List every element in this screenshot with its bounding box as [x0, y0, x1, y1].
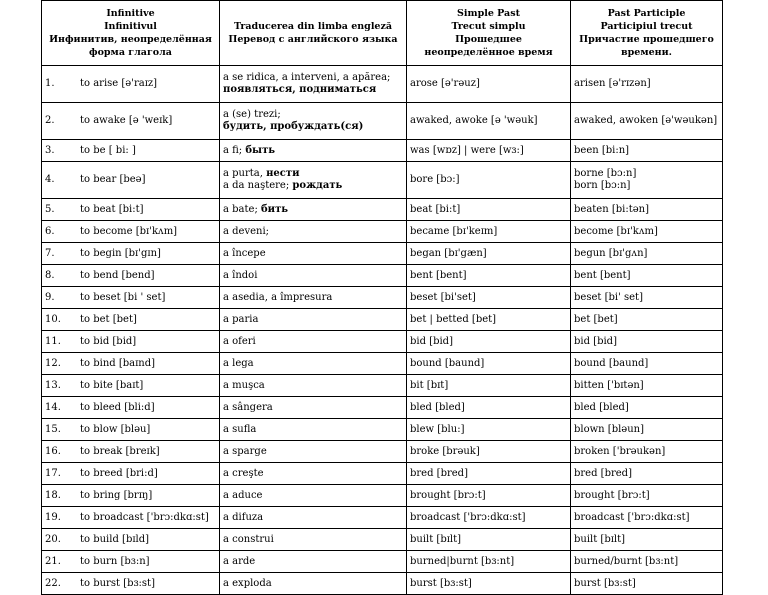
cell-simple-past	[407, 353, 571, 375]
header-text: Participiul trecut	[600, 21, 693, 32]
cell-translation	[220, 441, 407, 463]
header-text: Past Participle	[607, 8, 686, 19]
cell-simple-past	[407, 243, 571, 265]
infinitive-text: to break [breɪk]	[80, 445, 160, 457]
infinitive-text: to begin [bɪ'gɪn]	[80, 247, 161, 259]
row-number: 13.	[45, 379, 61, 391]
cell-infinitive	[42, 162, 220, 199]
past-participle-text: burned/burnt [bɜ:nt]	[574, 555, 679, 567]
cell-translation	[220, 199, 407, 221]
translation-ro: a sufla	[223, 423, 257, 435]
cell-past-participle	[571, 485, 723, 507]
cell-infinitive	[42, 287, 220, 309]
cell-translation	[220, 507, 407, 529]
cell-simple-past	[407, 331, 571, 353]
cell-past-participle	[571, 441, 723, 463]
cell-simple-past	[407, 375, 571, 397]
row-number: 12.	[45, 357, 61, 369]
cell-translation	[220, 66, 407, 103]
table-body	[42, 66, 723, 595]
translation-ro: a muşca	[223, 379, 265, 391]
infinitive-text: to beat [bi:t]	[80, 203, 144, 215]
row-number: 14.	[45, 401, 61, 413]
row-number: 16.	[45, 445, 61, 457]
header-text: Перевод с английского языка	[228, 34, 398, 45]
cell-past-participle	[571, 397, 723, 419]
row-number: 5.	[45, 203, 55, 215]
simple-past-text: arose [ə'rəuz]	[410, 78, 480, 89]
past-participle-text: brought [brɔ:t]	[574, 489, 650, 501]
row-number: 1.	[45, 78, 55, 89]
cell-infinitive	[42, 397, 220, 419]
past-participle-text: broken ['brəukən]	[574, 445, 666, 457]
table-row	[42, 507, 723, 529]
cell-past-participle	[571, 353, 723, 375]
table-row	[42, 103, 723, 140]
cell-infinitive	[42, 573, 220, 595]
translation-ro: a fi;	[223, 144, 243, 156]
cell-infinitive	[42, 140, 220, 162]
past-participle-text: been [bi:n]	[574, 144, 630, 156]
infinitive-text: to arise [ə'raɪz]	[80, 78, 158, 89]
header-text: Trecut simplu	[451, 21, 526, 32]
row-number: 22.	[45, 577, 61, 589]
cell-infinitive	[42, 507, 220, 529]
cell-translation	[220, 103, 407, 140]
translation-ru: нести	[266, 168, 300, 179]
cell-translation	[220, 485, 407, 507]
translation-ro: a sparge	[223, 445, 267, 457]
row-number: 8.	[45, 269, 55, 281]
translation-ro: a sângera	[223, 401, 273, 413]
past-participle-text: borne [bɔ:n]	[574, 168, 637, 179]
table-row	[42, 441, 723, 463]
cell-past-participle	[571, 265, 723, 287]
cell-simple-past	[407, 419, 571, 441]
past-participle-text: bitten ['bɪtən]	[574, 379, 644, 391]
translation-ro: a creşte	[223, 467, 264, 479]
infinitive-text: to become [bɪ'kʌm]	[80, 225, 178, 237]
simple-past-text: bent [bent]	[410, 269, 467, 281]
cell-translation	[220, 287, 407, 309]
cell-infinitive	[42, 419, 220, 441]
simple-past-text: became [bɪ'keɪm]	[410, 225, 498, 237]
table-row	[42, 309, 723, 331]
past-participle-text: bled [bled]	[574, 401, 629, 413]
past-participle-text: burst [bɜ:st]	[574, 577, 636, 589]
header-text: Прошедшее неопределённое время	[424, 34, 553, 58]
row-number: 17.	[45, 467, 61, 479]
cell-infinitive	[42, 265, 220, 287]
table-row	[42, 199, 723, 221]
past-participle-text: arisen [ə'rɪzən]	[574, 78, 651, 89]
simple-past-text: burned|burnt [bɜ:nt]	[410, 555, 515, 567]
cell-simple-past	[407, 485, 571, 507]
simple-past-text: awaked, awoke [ə 'wəuk]	[410, 115, 538, 126]
row-number: 11.	[45, 335, 61, 347]
past-participle-text: bred [bred]	[574, 467, 632, 479]
infinitive-text: to bid [bid]	[80, 335, 137, 347]
cell-simple-past	[407, 287, 571, 309]
cell-past-participle	[571, 573, 723, 595]
table-row	[42, 463, 723, 485]
cell-simple-past	[407, 103, 571, 140]
simple-past-text: built [bɪlt]	[410, 533, 462, 545]
table-row	[42, 397, 723, 419]
header-translation	[220, 1, 407, 66]
infinitive-text: to breed [bri:d]	[80, 467, 158, 479]
cell-infinitive	[42, 551, 220, 573]
cell-past-participle	[571, 66, 723, 103]
table-row	[42, 66, 723, 103]
cell-simple-past	[407, 507, 571, 529]
simple-past-text: broke [brəuk]	[410, 445, 480, 457]
cell-simple-past	[407, 66, 571, 103]
simple-past-text: broadcast ['brɔ:dkɑ:st]	[410, 511, 526, 523]
table-row	[42, 353, 723, 375]
cell-simple-past	[407, 397, 571, 419]
translation-ru: рождать	[292, 180, 343, 191]
cell-past-participle	[571, 140, 723, 162]
translation-line	[223, 168, 403, 180]
table-row	[42, 419, 723, 441]
cell-infinitive	[42, 199, 220, 221]
infinitive-text: to burn [bɜ:n]	[80, 555, 150, 567]
row-number: 21.	[45, 555, 61, 567]
simple-past-text: burst [bɜ:st]	[410, 577, 472, 589]
infinitive-text: to awake [ə 'weɪk]	[80, 115, 173, 126]
translation-ro: a bate;	[223, 203, 258, 215]
infinitive-text: to burst [bɜ:st]	[80, 577, 155, 589]
translation-ro: a lega	[223, 357, 254, 369]
simple-past-text: bled [bled]	[410, 401, 465, 413]
cell-translation	[220, 265, 407, 287]
table-row	[42, 551, 723, 573]
table-row	[42, 162, 723, 199]
translation-ro: a construi	[223, 533, 274, 545]
cell-infinitive	[42, 485, 220, 507]
table-row	[42, 529, 723, 551]
row-number: 6.	[45, 225, 55, 237]
table-row	[42, 331, 723, 353]
header-text: Infinitive	[106, 8, 155, 19]
cell-translation	[220, 162, 407, 199]
translation-ro: a aduce	[223, 489, 263, 501]
cell-simple-past	[407, 140, 571, 162]
cell-translation	[220, 140, 407, 162]
header-past-participle	[571, 1, 723, 66]
row-number: 3.	[45, 144, 55, 156]
cell-simple-past	[407, 265, 571, 287]
infinitive-text: to broadcast ['brɔ:dkɑ:st]	[80, 511, 209, 523]
header-infinitive	[42, 1, 220, 66]
cell-infinitive	[42, 243, 220, 265]
translation-ru: быть	[245, 144, 276, 156]
cell-translation	[220, 573, 407, 595]
table-row	[42, 485, 723, 507]
simple-past-text: was [wɒz] | were [wɜ:]	[410, 144, 524, 156]
cell-simple-past	[407, 309, 571, 331]
cell-past-participle	[571, 103, 723, 140]
cell-simple-past	[407, 551, 571, 573]
infinitive-text: to bleed [bli:d]	[80, 401, 155, 413]
table-row	[42, 140, 723, 162]
infinitive-text: to beset [bi ' set]	[80, 291, 166, 303]
row-number: 20.	[45, 533, 61, 545]
cell-translation	[220, 463, 407, 485]
table-row	[42, 243, 723, 265]
simple-past-text: bred [bred]	[410, 467, 468, 479]
irregular-verbs-table	[41, 0, 723, 595]
past-participle-text: born [bɔ:n]	[574, 180, 631, 191]
cell-translation	[220, 309, 407, 331]
simple-past-text: bit [bɪt]	[410, 379, 449, 391]
translation-ro: a deveni;	[223, 225, 270, 237]
cell-translation	[220, 221, 407, 243]
cell-past-participle	[571, 375, 723, 397]
past-participle-text: begun [bɪ'gʌn]	[574, 247, 648, 259]
table-row	[42, 265, 723, 287]
cell-translation	[220, 397, 407, 419]
cell-past-participle	[571, 287, 723, 309]
cell-simple-past	[407, 162, 571, 199]
simple-past-text: bid [bid]	[410, 335, 453, 347]
translation-ro: a purta,	[223, 168, 263, 179]
cell-infinitive	[42, 441, 220, 463]
cell-simple-past	[407, 573, 571, 595]
cell-simple-past	[407, 221, 571, 243]
past-participle-text: bound [baund]	[574, 357, 649, 369]
row-number: 7.	[45, 247, 55, 259]
past-participle-text: broadcast ['brɔ:dkɑ:st]	[574, 511, 690, 523]
translation-ru: будить, пробуждать(ся)	[223, 121, 364, 132]
cell-simple-past	[407, 441, 571, 463]
cell-past-participle	[571, 243, 723, 265]
past-participle-text: beset [bi' set]	[574, 291, 643, 303]
cell-infinitive	[42, 221, 220, 243]
translation-ro: a arde	[223, 555, 256, 567]
past-participle-text: awaked, awoken [ə'wəukən]	[574, 115, 718, 126]
cell-translation	[220, 375, 407, 397]
cell-infinitive	[42, 463, 220, 485]
cell-past-participle	[571, 162, 723, 199]
translation-ro: a se ridica, a interveni, a apărea;	[223, 72, 391, 83]
past-participle-text: bent [bent]	[574, 269, 631, 281]
translation-line	[223, 204, 403, 216]
header-text: Infinitivul	[104, 21, 157, 32]
past-participle-text: built [bɪlt]	[574, 533, 626, 545]
cell-translation	[220, 419, 407, 441]
cell-translation	[220, 529, 407, 551]
table-header-row	[42, 1, 723, 66]
row-number: 15.	[45, 423, 61, 435]
table-row	[42, 573, 723, 595]
translation-ru: бить	[261, 203, 289, 215]
row-number: 9.	[45, 291, 55, 303]
header-text: Инфинитив, неопределённая форма глагола	[49, 34, 212, 58]
cell-simple-past	[407, 463, 571, 485]
infinitive-text: to blow [bləu]	[80, 423, 151, 435]
cell-past-participle	[571, 309, 723, 331]
translation-ro: a difuza	[223, 511, 264, 523]
cell-simple-past	[407, 529, 571, 551]
row-number: 18.	[45, 489, 61, 501]
cell-past-participle	[571, 419, 723, 441]
cell-past-participle	[571, 507, 723, 529]
cell-infinitive	[42, 529, 220, 551]
infinitive-text: to build [bɪld]	[80, 533, 150, 545]
translation-ro: a paria	[223, 313, 259, 325]
row-number: 2.	[45, 115, 55, 126]
table-row	[42, 221, 723, 243]
simple-past-text: beset [bi'set]	[410, 291, 476, 303]
simple-past-text: blew [blu:]	[410, 423, 465, 435]
simple-past-text: brought [brɔ:t]	[410, 489, 486, 501]
header-text: Причастие прошедшего времени.	[579, 34, 714, 58]
translation-line	[223, 145, 403, 157]
infinitive-text: to bet [bet]	[80, 313, 137, 325]
infinitive-text: to bend [bend]	[80, 269, 155, 281]
header-simple-past	[407, 1, 571, 66]
past-participle-text: bet [bet]	[574, 313, 618, 325]
cell-past-participle	[571, 551, 723, 573]
infinitive-text: to be [ bi: ]	[80, 144, 136, 156]
table-row	[42, 287, 723, 309]
translation-ro: a da naştere;	[223, 180, 290, 191]
simple-past-text: bet | betted [bet]	[410, 313, 497, 325]
cell-past-participle	[571, 221, 723, 243]
cell-past-participle	[571, 199, 723, 221]
translation-ro: a (se) trezi;	[223, 109, 281, 120]
cell-infinitive	[42, 375, 220, 397]
cell-infinitive	[42, 103, 220, 140]
cell-past-participle	[571, 529, 723, 551]
cell-infinitive	[42, 331, 220, 353]
cell-infinitive	[42, 353, 220, 375]
translation-ro: a oferi	[223, 335, 256, 347]
infinitive-text: to bear [beə]	[80, 174, 146, 185]
infinitive-text: to bring [brɪŋ]	[80, 489, 153, 501]
past-participle-text: beaten [bi:tən]	[574, 203, 649, 215]
translation-ro: a exploda	[223, 577, 272, 589]
cell-past-participle	[571, 331, 723, 353]
translation-ro: a îndoi	[223, 269, 258, 281]
table-row	[42, 375, 723, 397]
cell-translation	[220, 551, 407, 573]
translation-ru: появляться, подниматься	[223, 84, 377, 95]
simple-past-text: bound [baund]	[410, 357, 485, 369]
translation-line	[223, 180, 403, 192]
past-participle-text: blown [bləun]	[574, 423, 644, 435]
past-participle-text: become [bɪ'kʌm]	[574, 225, 658, 237]
cell-translation	[220, 353, 407, 375]
cell-infinitive	[42, 66, 220, 103]
cell-simple-past	[407, 199, 571, 221]
translation-ro: a începe	[223, 247, 266, 259]
cell-translation	[220, 331, 407, 353]
infinitive-text: to bite [baɪt]	[80, 379, 144, 391]
simple-past-text: bore [bɔ:]	[410, 174, 460, 185]
row-number: 10.	[45, 313, 61, 325]
cell-translation	[220, 243, 407, 265]
infinitive-text: to bind [baɪnd]	[80, 357, 156, 369]
simple-past-text: beat [bi:t]	[410, 203, 461, 215]
translation-ro: a asedia, a împresura	[223, 291, 333, 303]
row-number: 19.	[45, 511, 61, 523]
simple-past-text: began [bɪ'gæn]	[410, 247, 487, 259]
past-participle-text: bid [bid]	[574, 335, 617, 347]
header-text: Traducerea din limba engleză	[233, 21, 393, 32]
row-number: 4.	[45, 174, 55, 185]
cell-past-participle	[571, 463, 723, 485]
cell-infinitive	[42, 309, 220, 331]
header-text: Simple Past	[457, 8, 520, 19]
